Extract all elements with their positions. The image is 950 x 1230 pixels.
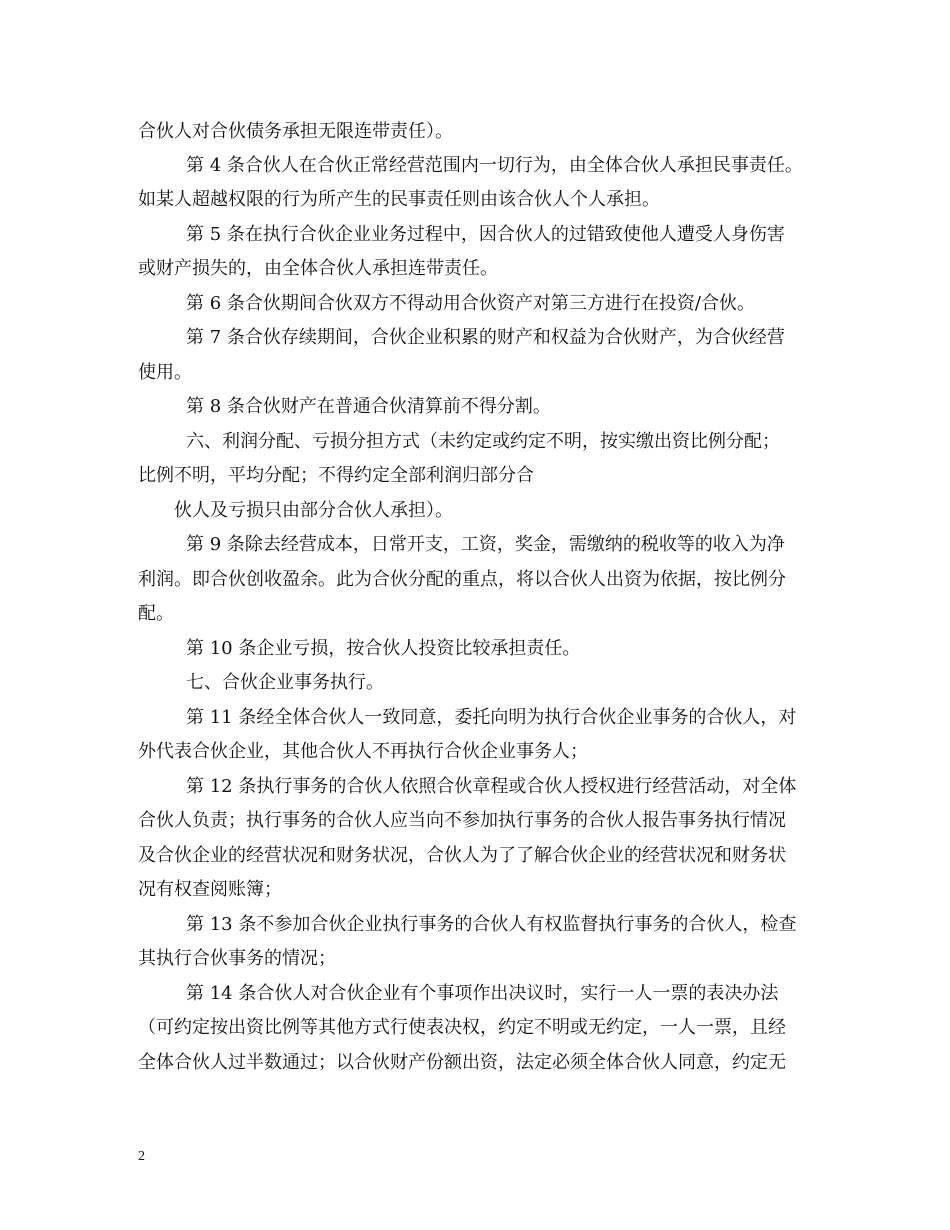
text-line: 外代表合伙企业，其他合伙人不再执行合伙企业事务人； [138, 741, 588, 762]
text-line: 利润。即合伙创收盈余。此为合伙分配的重点，将以合伙人出资为依据，按比例分 [138, 569, 786, 590]
text-line: 第 10 条企业亏损，按合伙人投资比较承担责任。 [186, 638, 581, 659]
text-line: 及合伙企业的经营状况和财务状况，合伙人为了了解合伙企业的经营状况和财务状 [138, 845, 786, 866]
text-line: 伙人及亏损只由部分合伙人承担）。 [174, 500, 453, 521]
text-line: 其执行合伙事务的情况； [138, 948, 336, 969]
text-line: 合伙人对合伙债务承担无限连带责任）。 [138, 121, 453, 142]
text-line: 如某人超越权限的行为所产生的民事责任则由该合伙人个人承担。 [138, 189, 660, 210]
text-line: 第 6 条合伙期间合伙双方不得动用合伙资产对第三方进行在投资/合伙。 [186, 293, 755, 314]
page-number: 2 [138, 1149, 145, 1164]
text-line: 第 8 条合伙财产在普通合伙清算前不得分割。 [186, 396, 551, 417]
text-line: 配。 [138, 603, 174, 624]
text-line: 六、利润分配、亏损分担方式（未约定或约定不明，按实缴出资比例分配； [186, 431, 780, 452]
text-line: 况有权查阅账簿； [138, 879, 282, 900]
text-line: 比例不明，平均分配；不得约定全部利润归部分合 [138, 465, 534, 486]
text-line: 第 7 条合伙存续期间，合伙企业积累的财产和权益为合伙财产，为合伙经营 [186, 327, 785, 348]
text-line: 第 4 条合伙人在合伙正常经营范围内一切行为，由全体合伙人承担民事责任。 [186, 155, 803, 176]
text-line: 或财产损失的，由全体合伙人承担连带责任。 [138, 258, 498, 279]
text-line: （可约定按出资比例等其他方式行使表决权，约定不明或无约定，一人一票，且经 [138, 1017, 786, 1038]
text-line: 全体合伙人过半数通过；以合伙财产份额出资，法定必须全体合伙人同意，约定无 [138, 1052, 786, 1073]
text-line: 七、合伙企业事务执行。 [186, 672, 384, 693]
text-line: 第 12 条执行事务的合伙人依照合伙章程或合伙人授权进行经营活动，对全体 [186, 776, 797, 797]
text-line: 第 11 条经全体合伙人一致同意，委托向明为执行合伙企业事务的合伙人，对 [186, 707, 797, 728]
text-line: 第 13 条不参加合伙企业执行事务的合伙人有权监督执行事务的合伙人，检查 [186, 914, 797, 935]
text-line: 合伙人负责；执行事务的合伙人应当向不参加执行事务的合伙人报告事务执行情况 [138, 810, 786, 831]
text-line: 第 14 条合伙人对合伙企业有个事项作出决议时，实行一人一票的表决办法 [186, 983, 779, 1004]
text-line: 第 5 条在执行合伙企业业务过程中，因合伙人的过错致使他人遭受人身伤害 [186, 224, 785, 245]
text-line: 第 9 条除去经营成本，日常开支，工资，奖金，需缴纳的税收等的收入为净 [186, 534, 785, 555]
text-line: 使用。 [138, 362, 192, 383]
